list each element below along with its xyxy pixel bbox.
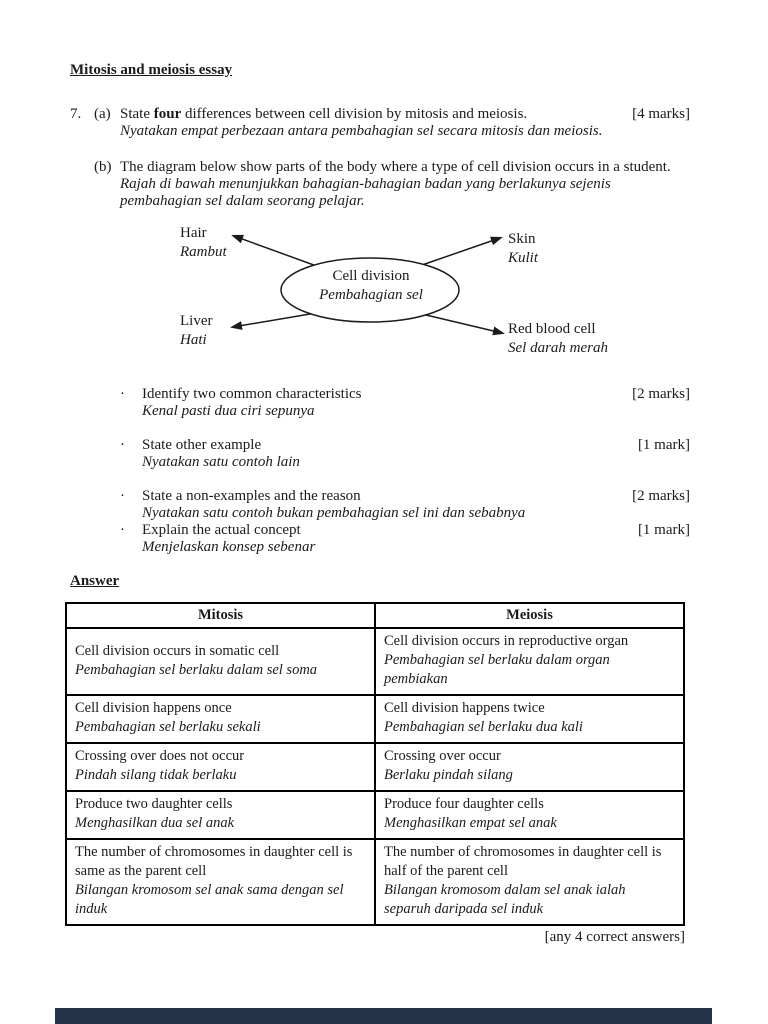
document-content	[70, 62, 690, 946]
diagram-label-skin: Skin Kulit	[508, 231, 539, 266]
page-title: Mitosis and meiosis essay	[70, 62, 233, 78]
part-b-text: The diagram below show parts of the body where a type of cell division occurs in a student.	[120, 159, 671, 175]
bullet-icon: ·	[120, 488, 125, 504]
table-row: The number of chromosomes in daughter cell is same as the parent cell Bilangan kromosom sel anak sama dengan sel induk The number of chromosomes in daughter cell is half of the parent cell Bilangan kromosom dalam sel anak ialah separuh daripada sel induk	[66, 839, 684, 925]
table-header-row	[66, 603, 684, 628]
bold-four: four	[153, 106, 182, 122]
column-header-mitosis: Mitosis	[66, 603, 375, 628]
marks-4: [4 marks]	[632, 106, 690, 122]
column-header-meiosis: Meiosis	[375, 603, 684, 628]
diagram-center-label: Cell division Pembahagian sel	[319, 268, 423, 303]
answer-table	[65, 602, 685, 926]
task-item: · Identify two common characteristics [2 marks] Kenal pasti dua ciri sepunya	[120, 386, 690, 419]
bullet-icon: ·	[120, 437, 125, 453]
table-row: Cell division occurs in somatic cell Pembahagian sel berlaku dalam sel soma Cell division occurs in reproductive organ Pembahagian sel berlaku dalam organ pembiakan	[66, 628, 684, 695]
part-b-label: (b)	[94, 159, 112, 175]
diagram-label-hair: Hair Rambut	[180, 225, 227, 260]
task-item: · State other example [1 mark] Nyatakan satu contoh lain	[120, 437, 690, 470]
answer-heading: Answer	[70, 573, 120, 589]
task-item: · Explain the actual concept [1 mark] Menjelaskan konsep sebenar	[120, 522, 690, 555]
part-b-translation: Rajah di bawah menunjukkan bahagian-bahagian badan yang berlakunya sejenis pembahagian sel dalam seorang pelajar.	[120, 176, 611, 209]
question-7a	[70, 106, 690, 140]
cell-division-diagram	[70, 223, 690, 373]
arrow-to-skin	[422, 238, 500, 265]
answer-note: [any 4 correct answers]	[544, 929, 685, 945]
diagram-label-liver: Liver Hati	[180, 313, 213, 348]
task-item: · State a non-examples and the reason [2 marks] Nyatakan satu contoh bukan pembahagian sel ini dan sebabnya	[120, 488, 690, 521]
bullet-icon: ·	[120, 522, 125, 538]
part-a-translation: Nyatakan empat perbezaan antara pembahagian sel secara mitosis dan meiosis.	[120, 123, 603, 139]
question-7b	[70, 159, 690, 210]
arrow-to-hair	[234, 236, 322, 268]
table-row: Crossing over does not occur Pindah silang tidak berlaku Crossing over occur Berlaku pindah silang	[66, 743, 684, 791]
part-a-label: (a)	[94, 106, 111, 122]
arrow-to-liver	[233, 313, 316, 327]
bottom-bar	[55, 1008, 712, 1024]
bullet-icon: ·	[120, 386, 125, 402]
table-row: Cell division happens once Pembahagian sel berlaku sekali Cell division happens twice Pembahagian sel berlaku dua kali	[66, 695, 684, 743]
table-row: Produce two daughter cells Menghasilkan dua sel anak Produce four daughter cells Menghasilkan empat sel anak	[66, 791, 684, 839]
question-number: 7.	[70, 106, 82, 122]
diagram-label-red-blood-cell: Red blood cell Sel darah merah	[508, 321, 608, 356]
arrow-to-red-blood-cell	[426, 315, 502, 333]
part-a-text: State four differences between cell division by mitosis and meiosis. [4 marks]	[120, 106, 690, 122]
